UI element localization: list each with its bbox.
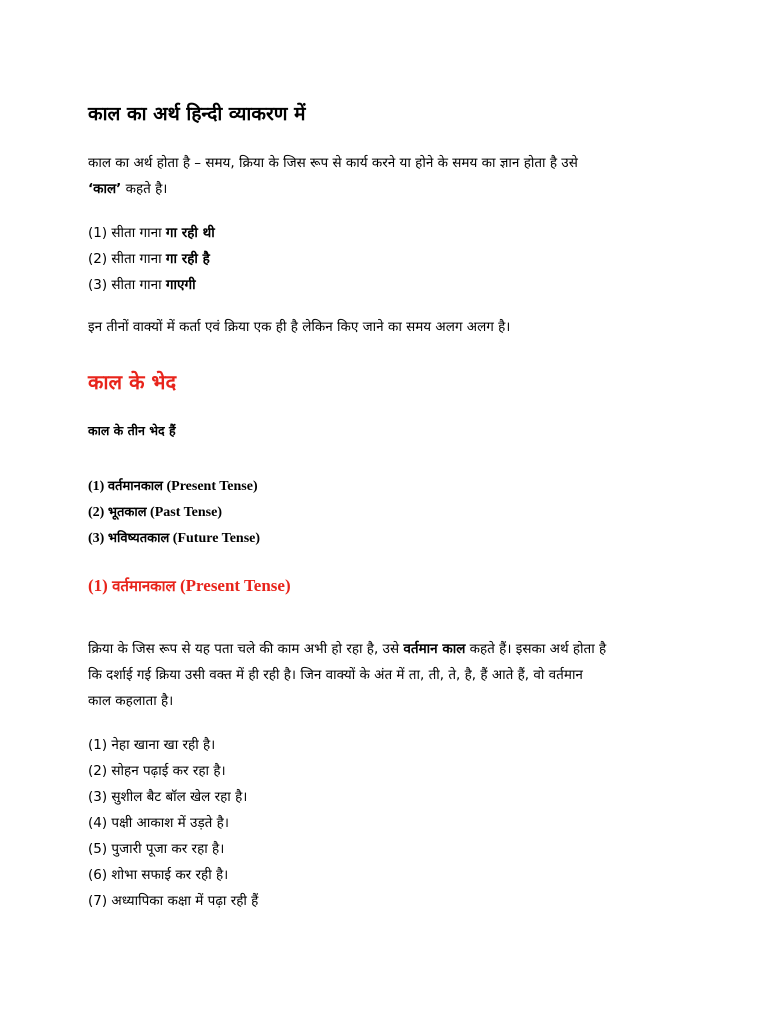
type-hindi: भूतकाल	[107, 505, 147, 520]
intro-line-2-rest: कहते है।	[121, 181, 168, 197]
type-number: (1)	[88, 479, 108, 494]
intro-line-2	[88, 176, 688, 202]
present-description	[88, 636, 688, 714]
example-note: इन तीनों वाक्यों में कर्ता एवं क्रिया एक ही है लेकिन किए जाने का समय अलग अलग है।	[88, 319, 511, 335]
type-english: (Present Tense)	[163, 479, 258, 494]
example-bold: गा रही है	[165, 251, 210, 267]
list-item: (1) नेहा खाना खा रही है।	[88, 737, 216, 753]
example-bold: गाएगी	[165, 277, 196, 293]
present-heading-number: (1)	[88, 576, 113, 595]
list-item	[88, 272, 688, 298]
example-text: (2) सीता गाना	[88, 251, 166, 267]
present-term: वर्तमान काल	[403, 641, 466, 657]
example-text: (3) सीता गाना	[88, 277, 166, 293]
present-heading-english: (Present Tense)	[175, 576, 291, 595]
types-heading: काल के भेद	[88, 370, 177, 394]
main-heading: काल का अर्थ हिन्दी व्याकरण में	[88, 103, 306, 125]
present-heading-hindi: वर्तमानकाल	[112, 577, 176, 595]
present-example-list	[88, 732, 688, 914]
type-number: (3)	[88, 531, 108, 546]
type-hindi: भविष्यतकाल	[107, 531, 170, 546]
present-desc-line-1	[88, 636, 688, 662]
list-item	[88, 220, 688, 246]
present-desc-line-3: काल कहलाता है।	[88, 693, 174, 709]
type-hindi: वर्तमानकाल	[107, 479, 163, 494]
list-item: (3) सुशील बैट बॉल खेल रहा है।	[88, 789, 248, 805]
present-desc-text: क्रिया के जिस रूप से यह पता चले की काम अभी हो रहा है, उसे	[88, 641, 404, 657]
list-item: (4) पक्षी आकाश में उड़ते है।	[88, 815, 229, 831]
present-desc-text: कहते हैं। इसका अर्थ होता है	[465, 641, 607, 657]
list-item: (2) सोहन पढ़ाई कर रहा है।	[88, 763, 226, 779]
intro-line-1: काल का अर्थ होता है – समय, क्रिया के जिस रूप से कार्य करने या होने के समय का ज्ञान होता है उसे	[88, 155, 578, 171]
example-bold: गा रही थी	[165, 225, 215, 241]
types-intro: काल के तीन भेद हैं	[88, 423, 176, 438]
list-item: (5) पुजारी पूजा कर रहा है।	[88, 841, 225, 857]
list-item: (6) शोभा सफाई कर रही है।	[88, 867, 229, 883]
present-desc-line-2: कि दर्शाई गई क्रिया उसी वक्त में ही रही है। जिन वाक्यों के अंत में ता, ती, ते, है, हैं आते हैं, वो वर्तमान	[88, 667, 583, 683]
types-list	[88, 474, 688, 552]
type-english: (Past Tense)	[146, 505, 222, 520]
list-item	[88, 526, 688, 552]
list-item	[88, 246, 688, 272]
list-item	[88, 474, 688, 500]
intro-paragraph	[88, 150, 688, 202]
list-item: (7) अध्यापिका कक्षा में पढ़ा रही हैं	[88, 893, 259, 909]
kaal-term: ‘काल’	[88, 181, 122, 197]
type-number: (2)	[88, 505, 108, 520]
present-tense-heading	[88, 576, 291, 596]
type-english: (Future Tense)	[169, 531, 261, 546]
example-text: (1) सीता गाना	[88, 225, 166, 241]
list-item	[88, 500, 688, 526]
example-list	[88, 220, 688, 298]
